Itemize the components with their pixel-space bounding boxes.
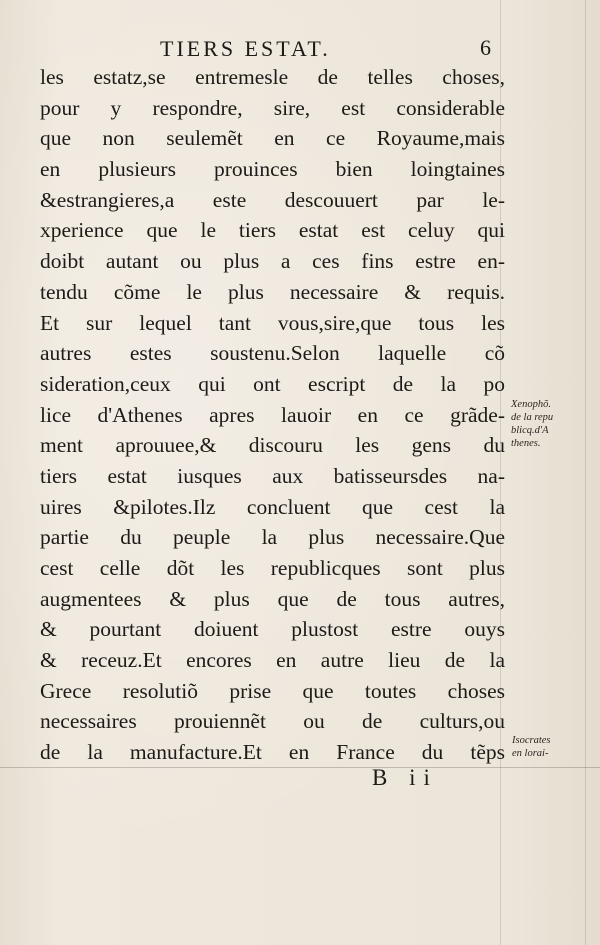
text-line: tendu cõme le plus necessaire & requis. xyxy=(40,279,505,304)
text-line: cest celle dõt les republicques sont plus xyxy=(40,556,505,580)
margin-note-line: Xenophõ. xyxy=(511,399,551,410)
running-head-title: TIERS ESTAT. xyxy=(160,36,331,61)
margin-note-line: en lorai- xyxy=(512,748,549,759)
text-line: autres estes soustenu.Selon laquelle cõ xyxy=(40,341,505,366)
text-line: que non seulemẽt en ce Royaume,mais xyxy=(40,126,505,151)
text-line: lice d'Athenes apres lauoir en ce grãde- xyxy=(40,402,505,427)
text-line: de la manufacture.Et en France du tẽps xyxy=(40,740,505,765)
margin-note-line: thenes. xyxy=(511,438,541,449)
text-line: tiers estat iusques aux batisseursdes na- xyxy=(40,463,505,488)
text-line: xperience que le tiers estat est celuy qui xyxy=(40,218,505,243)
margin-note-isocrates xyxy=(512,734,582,760)
bottom-ruling xyxy=(0,767,600,768)
folio-number: 6 xyxy=(480,35,491,60)
margin-note-line: Isocrates xyxy=(512,735,551,746)
margin-note-line: de la repu xyxy=(511,412,554,423)
text-line: augmentees & plus que de tous autres, xyxy=(40,586,505,611)
page-edge-line xyxy=(585,0,586,945)
text-line: Et sur lequel tant vous,sire,que tous les xyxy=(40,310,505,335)
text-line: Grece resolutiõ prise que toutes choses xyxy=(40,678,505,703)
body-text xyxy=(40,62,505,768)
text-line: &estrangieres,a este descouuert par le- xyxy=(40,187,505,212)
text-line: & pourtant doiuent plustost estre ouys xyxy=(40,617,505,642)
text-line: en plusieurs prouinces bien loingtaines xyxy=(40,157,505,182)
text-line: uires &pilotes.Ilz concluent que cest la xyxy=(40,494,505,519)
margin-note-line: blicq.d'A xyxy=(511,425,549,436)
text-line: doibt autant ou plus a ces fins estre en- xyxy=(40,249,505,274)
text-line: ment aprouuee,& discouru les gens du xyxy=(40,433,505,458)
text-line: pour y respondre, sire, est considerable xyxy=(40,95,505,120)
text-line: & receuz.Et encores en autre lieu de la xyxy=(40,648,505,673)
signature-mark: B ii xyxy=(372,765,438,790)
text-line: les estatz,se entremesle de telles choses, xyxy=(40,65,505,89)
margin-note-xenophon xyxy=(511,398,581,450)
text-line: sideration,ceux qui ont escript de la po xyxy=(40,371,505,396)
text-line: necessaires prouiennẽt ou de culturs,ou xyxy=(40,709,505,734)
text-line: partie du peuple la plus necessaire.Que xyxy=(40,525,505,550)
